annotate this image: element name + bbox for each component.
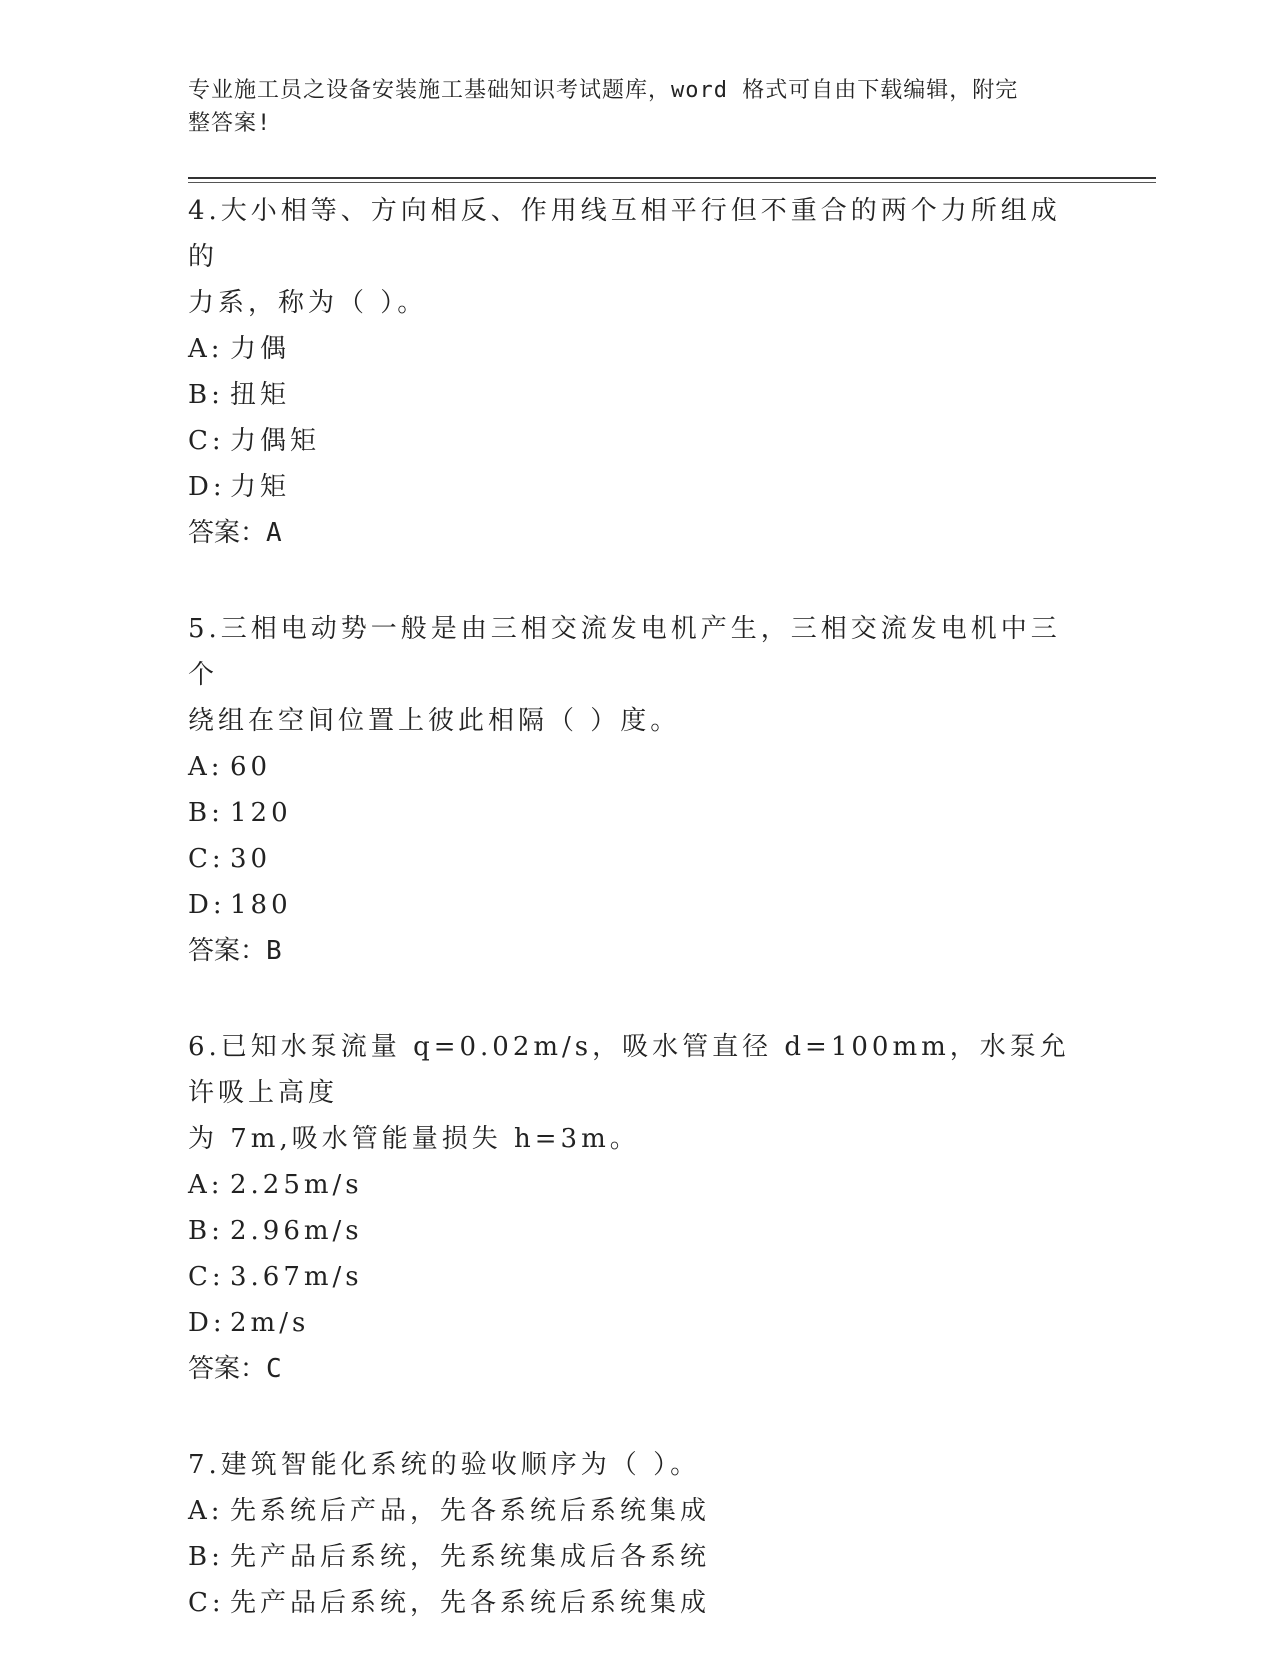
option-letter: D: xyxy=(188,890,226,920)
option-letter: D: xyxy=(188,1308,226,1338)
question-stem-line-1: 5.三相电动势一般是由三相交流发电机产生，三相交流发电机中三个 xyxy=(188,614,1061,690)
option-c xyxy=(188,1580,1088,1626)
answer-line: 答案：A xyxy=(188,518,282,548)
answer-line: 答案：B xyxy=(188,936,282,966)
option-letter: A: xyxy=(188,1170,224,1200)
option-text: 120 xyxy=(230,798,292,828)
document-header xyxy=(188,74,1088,140)
question-stem-line-2: 力系，称为（ ）。 xyxy=(188,288,428,318)
option-letter: A: xyxy=(188,752,224,782)
option-text: 先产品后系统，先系统集成后各系统 xyxy=(230,1542,711,1572)
option-text: 30 xyxy=(230,844,272,874)
option-letter: C: xyxy=(188,1588,225,1618)
header-title-line-2: 整答案! xyxy=(188,111,272,136)
option-text: 60 xyxy=(230,752,272,782)
option-a xyxy=(188,1162,1088,1208)
option-text: 180 xyxy=(230,890,292,920)
option-letter: B: xyxy=(188,380,224,410)
option-b xyxy=(188,372,1088,418)
header-divider-thin xyxy=(188,182,1156,183)
option-a xyxy=(188,744,1088,790)
question-stem-line-1: 4.大小相等、方向相反、作用线互相平行但不重合的两个力所组成的 xyxy=(188,196,1061,272)
option-text: 先系统后产品，先各系统后系统集成 xyxy=(230,1496,711,1526)
option-text: 力偶矩 xyxy=(230,426,321,456)
question-stem-line-2: 为 7m,吸水管能量损失 h=3m。 xyxy=(188,1124,640,1154)
option-letter: C: xyxy=(188,1262,225,1292)
option-letter: B: xyxy=(188,798,224,828)
option-text: 2m/s xyxy=(230,1308,310,1338)
option-letter: D: xyxy=(188,472,226,502)
question-list xyxy=(188,188,1088,1676)
option-b xyxy=(188,1534,1088,1580)
question-4 xyxy=(188,188,1088,556)
answer-line: 答案：C xyxy=(188,1354,282,1384)
option-text: 2.25m/s xyxy=(230,1170,363,1200)
option-text: 先产品后系统，先各系统后系统集成 xyxy=(230,1588,711,1618)
option-text: 力矩 xyxy=(230,472,291,502)
header-title-line-1: 专业施工员之设备安装施工基础知识考试题库，word 格式可自由下载编辑，附完 xyxy=(188,78,1019,103)
question-stem-line-2: 绕组在空间位置上彼此相隔（ ）度。 xyxy=(188,706,681,736)
option-d xyxy=(188,464,1088,510)
option-text: 扭矩 xyxy=(230,380,291,410)
option-letter: A: xyxy=(188,1496,224,1526)
option-d xyxy=(188,1300,1088,1346)
header-divider-thick xyxy=(188,177,1156,179)
question-6 xyxy=(188,1024,1088,1392)
option-letter: C: xyxy=(188,844,225,874)
option-letter: B: xyxy=(188,1216,224,1246)
question-stem-line-1: 7.建筑智能化系统的验收顺序为（ ）。 xyxy=(188,1450,701,1480)
question-5 xyxy=(188,606,1088,974)
option-letter: C: xyxy=(188,426,225,456)
option-b xyxy=(188,790,1088,836)
option-c xyxy=(188,1254,1088,1300)
option-text: 力偶 xyxy=(230,334,291,364)
option-b xyxy=(188,1208,1088,1254)
option-text: 3.67m/s xyxy=(230,1262,363,1292)
option-a xyxy=(188,1488,1088,1534)
question-7 xyxy=(188,1442,1088,1626)
option-text: 2.96m/s xyxy=(230,1216,363,1246)
option-c xyxy=(188,836,1088,882)
option-letter: B: xyxy=(188,1542,224,1572)
option-a xyxy=(188,326,1088,372)
question-stem-line-1: 6.已知水泵流量 q=0.02m/s，吸水管直径 d=100mm，水泵允许吸上高度 xyxy=(188,1032,1070,1108)
option-letter: A: xyxy=(188,334,224,364)
option-d xyxy=(188,882,1088,928)
option-c xyxy=(188,418,1088,464)
